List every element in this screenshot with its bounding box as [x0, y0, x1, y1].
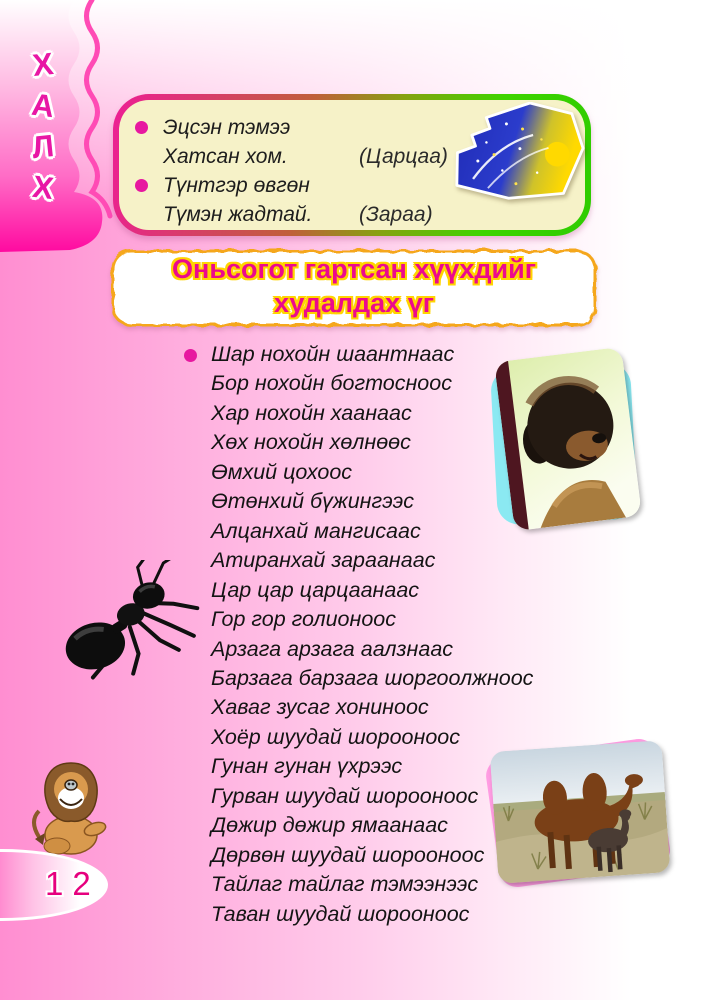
section-letter: Х — [30, 46, 56, 83]
bullet-icon — [184, 349, 197, 362]
side-band — [0, 0, 130, 262]
ant-illustration-icon — [50, 560, 200, 680]
page-number-badge — [0, 849, 108, 921]
riddle-answer: (Царцаа) — [359, 144, 448, 168]
verse-line: Барзага барзага шоргоолжноос — [211, 665, 534, 690]
lion-illustration-icon — [27, 757, 117, 857]
section-title-box — [107, 245, 601, 331]
dog-photo — [494, 347, 642, 531]
verse-line: Хоёр шуудай шорооноос — [211, 724, 461, 749]
verse-line: Атиранхай зараанаас — [211, 548, 436, 573]
riddle-box — [113, 94, 591, 236]
page-title — [107, 252, 601, 320]
verse-line: Цар цар царцаанаас — [211, 577, 420, 602]
camel-photo — [490, 740, 671, 884]
verse-line: Өмхий цохоос — [211, 459, 353, 484]
page-title-line1: Оньсогот гартсан хүүхдийг — [172, 254, 536, 284]
page-title-line2: худалдах үг — [274, 288, 434, 318]
verse-line: Хар нохойн хаанаас — [211, 400, 412, 425]
camel-photo-composition — [486, 738, 676, 890]
verse-line: Таван шуудай шорооноос — [211, 901, 470, 926]
verse-line: Гурван шуудай шорооноос — [211, 783, 479, 808]
riddle-box-inner — [119, 100, 585, 230]
section-letter: Х — [30, 168, 56, 207]
riddle-line: Хатсан хом. — [163, 144, 288, 168]
section-letter: А — [29, 86, 57, 125]
riddle-line: Түмэн жадтай. — [163, 202, 313, 226]
riddle-line: Эцсэн тэмээ — [163, 115, 291, 139]
riddle-answer: (Зараа) — [359, 202, 433, 226]
page-number: 12 — [45, 865, 100, 902]
verse-line: Бор нохойн богтосноос — [211, 371, 452, 396]
verse-line: Тайлаг тайлаг тэмээнээс — [211, 872, 479, 897]
bullet-icon — [135, 179, 148, 192]
section-label-vertical — [20, 46, 66, 214]
verse-line: Алцанхай мангисаас — [211, 518, 421, 543]
verse-line: Шар нохойн шаантнаас — [211, 342, 455, 366]
verse-line: Арзага арзага аалзнаас — [211, 636, 454, 661]
section-letter: Л — [30, 127, 56, 166]
dog-photo-composition — [488, 350, 650, 538]
riddle-line: Түнтгэр өвгөн — [163, 173, 310, 197]
verse-line: Хөх нохойн хөлнөөс — [211, 430, 411, 455]
verse-line: Өтөнхий бүжингээс — [211, 489, 414, 514]
bullet-icon — [135, 121, 148, 134]
verse-line: Гор гор голионоос — [211, 607, 397, 632]
verse-line: Дөрвөн шуудай шорооноос — [211, 842, 485, 867]
verse-line: Гунан гунан үхрээс — [211, 754, 403, 779]
starry-night-illustration-icon — [443, 102, 589, 206]
verse-line: Хаваг зусаг хониноос — [211, 695, 429, 720]
verse-line: Дөжир дөжир ямаанаас — [211, 813, 448, 838]
